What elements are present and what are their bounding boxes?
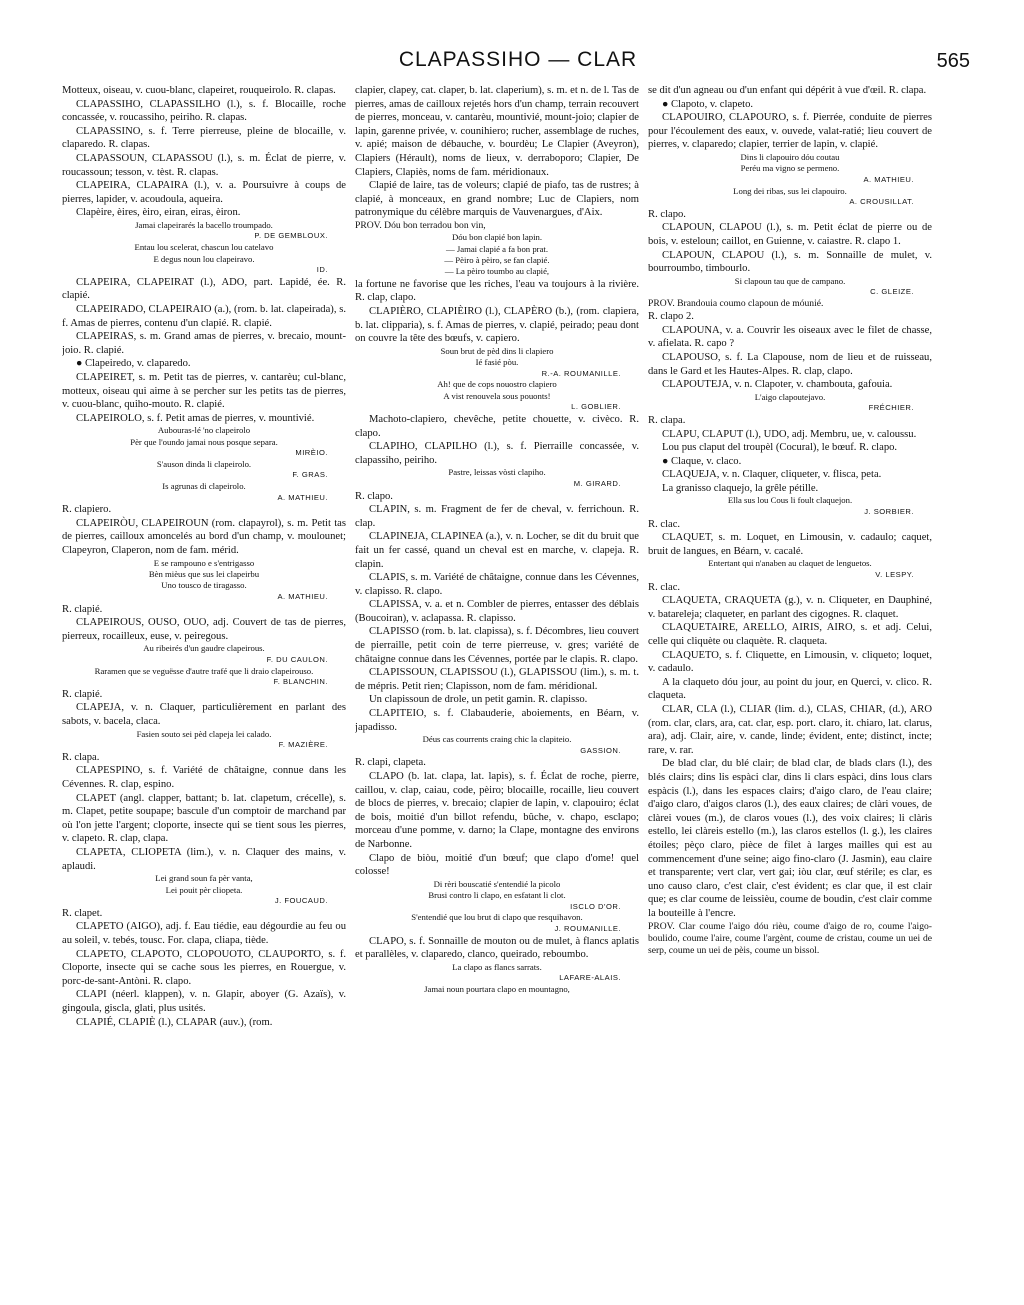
quotation-line: E degus noun lou clapeiravo. <box>153 253 255 264</box>
dictionary-entry: CLAPOUIRO, CLAPOURO, s. f. Pierrée, conduite de pierres pour l'écoulement des eaux, v. ouvede, valat-ratié; lieu couvert de pierres, v. claparedo; clapier, terrier de lapin, v. clapié. <box>648 112 932 151</box>
entry-continuation: clapier, clapey, cat. claper, b. lat. claperium), s. m. et n. de l. Tas de pierres, amas de cailloux rejetés hors d'un champ, terrain recouvert de pierres, monceau, v. cantarèu, mountivié, mount-joio; clapier de lapin, garenne privée, v. counihiero; rucher, assemblage de ruches, v. apié; maison de débauche, v. bourdèu; Le Clapier (Aveyron), Clapiers (Hérault), noms de lieux, v. derraboporo; Clapier, De Clapiers, Clapiès, noms de fam. méridionaux. <box>355 85 639 178</box>
dictionary-entry: CLAPIN, s. m. Fragment de fer de cheval, v. ferrichoun. R. clap. <box>355 504 639 529</box>
dictionary-entry: CLAPOUN, CLAPOU (l.), s. m. Petit éclat de pierre ou de bois, v. esteloun; caillot, en Guienne, v. caiastre. R. clapo 1. <box>648 222 932 247</box>
dictionary-entry: Clapié de laire, tas de voleurs; clapié de piafo, tas de rustres; à clapié, à monceaux, en grand nombre; Luc de Clapiers, nom patronymique du célèbre marquis de Vauvenargues, d'Aix. <box>355 180 639 219</box>
quotation-author: F. MAZIÈRE. <box>278 740 328 750</box>
page-number: 565 <box>936 50 970 72</box>
dictionary-entry: CLAPISSOUN, CLAPISSOU (l.), GLAPISSOU (lim.), s. m. t. de mépris. Petit rien; Clapisson, nom de fam. méridional. <box>355 667 639 692</box>
dictionary-entry: De blad clar, du blé clair; de blad clar, de blads clars (l.), des blés clairs; dins lis espàci clar, dins li clars espàci, dins lous clars espàcis (l.), dans les espaces clairs; d'aigo claro, de l'eau claire; d'aigo claro, d'aigos claros (l.), des eaux claires; de clàri voues, de clàrei voues (m.), de claros voues (l.), des voix claires; li clàris estello, lei clàreis estello (m.), las claros estellos (l. g.), les claires étoiles; pèço claro, pièce de filet à larges mailles qui est au commencement d'une seine; aigo fino-claro (J. Jasmin), eau claire et transparente; vert clar, vert gai; iòu clar, œuf stérile; es clar, es uno causo claro, c'est clair, c'est évident; es clar que, il est clair que; es clar coume de leissièu, coume de boudin, c'est clair comme la bouteille à l'encre. <box>648 758 932 919</box>
quotation-author: L. GOBLIER. <box>571 402 621 412</box>
dictionary-entry: CLAPEIROUS, OUSO, OUO, adj. Couvert de tas de pierres, pierreux, rocailleux, euse, v. peiregous. <box>62 617 346 642</box>
entry-continuation: R. clapa. <box>62 751 100 763</box>
quotation-author: A. MATHIEU. <box>277 492 328 502</box>
dictionary-entry: Un clapissoun de drole, un petit gamin. R. clapisso. <box>369 694 588 706</box>
dictionary-entry: Machoto-clapiero, chevêche, petite chouette, v. civèco. R. clapo. <box>355 413 639 439</box>
quotation-author: F. BLANCHIN. <box>273 677 328 687</box>
dictionary-entry: CLAPI (néerl. klappen), v. n. Glapir, aboyer (G. Azaïs), v. gingoula, giscla, glati, plus usités. <box>62 989 346 1014</box>
quotation-line: Long dei ribas, sus lei clapouiro. <box>733 185 847 196</box>
dictionary-entry: CLAPOUN, CLAPOU (l.), s. m. Sonnaille de mulet, v. bourroumbo, timbourlo. <box>648 249 932 275</box>
dictionary-entry: CLAPINEJA, CLAPINEA (a.), v. n. Locher, se dit du bruit que fait un fer cassé, quand un cheval est en marche, v. clapeja. R. clapin. <box>355 531 639 570</box>
quotation-line: Déus cas courrents craing chic la clapiteio. <box>422 734 572 745</box>
quotation-line: — La pèiro toumbo au clapié, <box>444 266 550 277</box>
dictionary-entry: Clapèire, èires, èiro, eiran, eiras, èiron. <box>76 207 241 219</box>
quotation-line: Ella sus lou Cous li foult claquejon. <box>727 495 853 506</box>
dictionary-entry: CLAPIÈRO, CLAPIÈIRO (l.), CLAPÈRO (b.), (rom. clapiera, b. lat. clipparia), s. f. Amas de pierres, v. clapié, peirado; peau dont on couvre la tête des bœufs, v. capiero. <box>355 305 639 345</box>
dictionary-entry: CLAQUETO, s. f. Cliquette, en Limousin, v. cliqueto; loquet, v. cadaulo. <box>648 649 932 675</box>
quotation-line: Dóu bon clapié bon lapin. <box>452 232 542 243</box>
dictionary-entry: CLAPU, CLAPUT (l.), UDO, adj. Membru, ue, v. caloussu. <box>662 428 917 440</box>
quotation-line: Pèr que l'oundo jamai nous posque separa. <box>130 436 278 447</box>
dictionary-entry: CLAPISSO (rom. b. lat. clapissa), s. f. Décombres, lieu couvert de pierraille, petit coin de terre pierreuse, v. gres; variété de châtaigne connue dans les Cévennes, portée par le clapis. R. clapo. <box>355 626 639 665</box>
dictionary-entry: CLAPOUNA, v. a. Couvrir les oiseaux avec le filet de chasse, v. afielata. R. capo ? <box>648 324 932 350</box>
quotation-author: LAFARE-ALAIS. <box>559 973 621 983</box>
dictionary-entry: A la claqueto dóu jour, au point du jour, en Querci, v. clico. R. claqueta. <box>648 676 932 702</box>
dictionary-entry: CLAPIS, s. m. Variété de châtaigne, connue dans les Cévennes, v. clapisso. R. clapo. <box>355 572 639 597</box>
dictionary-entry: Lou pus claput del troupèl (Cocural), le bœuf. R. clapo. <box>662 442 898 454</box>
quotation-line: Fasien souto sei pèd clapeja lei calado. <box>136 728 272 739</box>
quotation-line: Aubouras-lé 'no clapeirolo <box>157 425 251 436</box>
dictionary-entry: CLAPOUSO, s. f. La Clapouse, nom de lieu et de ruisseau, dans le Gard et les Hautes-Alpes. R. clap, clapo. <box>648 351 932 377</box>
quotation-line: Si clapoun tau que de campano. <box>734 275 846 286</box>
dictionary-entry: ● Claque, v. claco. <box>662 455 742 467</box>
running-title: CLAPASSIHO — CLAR <box>398 48 638 71</box>
entry-continuation: R. clapié. <box>62 603 103 615</box>
quotation-author: GASSION. <box>580 745 621 755</box>
entry-continuation: Motteux, oiseau, v. cuou-blanc, clapeiret, rouqueirolo. R. clapas. <box>62 85 336 96</box>
proverb-line: PROV. Clar coume l'aigo dóu rièu, coume d'aigo de ro, coume l'aigo-boulido, coume l'aire, coume l'argènt, coume de cristau, coume un uei de serp, coume un uei de pèis, coume un bissol. <box>648 920 932 956</box>
quotation-line: Lei pouit pèr cliopeta. <box>165 884 243 895</box>
dictionary-entry: CLAPETA, CLIOPETA (lim.), v. n. Claquer des mains, v. aplaudi. <box>62 847 346 872</box>
quotation-author: V. LESPY. <box>875 569 914 579</box>
quotation-line: — Jamai clapié a fa bon prat. <box>445 243 549 254</box>
entry-continuation: R. clac. <box>648 581 681 593</box>
dictionary-entry: CLAPET (angl. clapper, battant; b. lat. clapetum, crécelle), s. m. Clapet, petite soupape; bascule d'un comptoir de marchand par où l'on jette l'argent; cloporte, insecte qui se tient sous les pierres, v. clapeto. R. clap, clapa. <box>62 792 346 845</box>
dictionary-entry: ● Clapoto, v. clapeto. <box>662 98 754 110</box>
quotation-line: Ah! que de cops nouostro clapiero <box>437 379 557 390</box>
column-middle <box>355 84 639 1254</box>
quotation-author: P. DE GEMBLOUX. <box>254 231 328 241</box>
entry-continuation: R. clapié. <box>62 688 103 700</box>
dictionary-entry: CLAPETO, CLAPOTO, CLOPOUOTO, CLAUPORTO, s. f. Cloporte, insecte qui se cache sous les pierres, en Rouergue, v. porc-de-sant-Antòni. R. clapo. <box>62 948 346 987</box>
dictionary-entry: CLAPIHO, CLAPILHO (l.), s. f. Pierraille concassée, v. clapassiho, peiriho. <box>355 441 639 466</box>
dictionary-entry: ● Clapeiredo, v. claparedo. <box>76 358 191 370</box>
quotation-author: R.-A. ROUMANILLE. <box>541 368 621 378</box>
entry-continuation: R. clapo. <box>355 490 393 502</box>
entry-continuation: R. clapo 2. <box>648 311 694 323</box>
quotation-author: C. GLEIZE. <box>870 287 914 297</box>
dictionary-entry: CLAPEJA, v. n. Claquer, particulièrement en parlant des sabots, v. bacela, claca. <box>62 702 346 728</box>
dictionary-entry: CLAPEIRÒU, CLAPEIROUN (rom. clapayrol), s. m. Petit tas de pierres, cailloux amoncelés au bord d'un champ, v. moulounet; Clapeyron, Claperon, nom de fam. mérid. <box>62 517 346 557</box>
dictionary-entry: CLAPO (b. lat. clapa, lat. lapis), s. f. Éclat de roche, pierre, caillou, v. clap, caiau, code, pèiro; blocaille, rocaille, lieu couvert de blocs de pierres, v. brecaio; clapier de lapin, v. clapouiro; éclat de bois, moitié d'un billot refendu, bûche, v. chapo, esclapo; morceau d'une pomme, v. darno; la Clape, montagne des environs de Narbonne. <box>355 771 639 850</box>
quotation-line: Soun brut de pèd dins li clapiero <box>440 345 554 356</box>
quotation-line: Uno tousco de tiragasso. <box>161 580 247 591</box>
quotation-author: F. DU CAULON. <box>266 654 328 664</box>
dictionary-entry: La granisso claquejo, la grêle pétille. <box>662 482 819 494</box>
quotation-author: ID. <box>316 264 328 274</box>
dictionary-entry: CLAR, CLA (l.), CLIAR (lim. d.), CLAS, CHIAR, (d.), ARO (rom. clar, clars, ara, cat. clar, esp. port. claro, it. chiaro, lat. clarus, ara), adj. Clair, aire, v. cande, linde; évident, ente; distinct, incte; rare, v. rar. <box>648 704 932 756</box>
quotation-line: La clapo as flancs sarrats. <box>452 961 542 972</box>
entry-continuation: se dit d'un agneau ou d'un enfant qui dépérit à vue d'œil. R. clapa. <box>648 85 927 96</box>
quotation-author: A. MATHIEU. <box>863 174 914 184</box>
column-left <box>62 84 346 1254</box>
proverb-line: PROV. Dóu bon terradou bon vin, <box>355 219 486 231</box>
quotation-line: Is agrunas di clapeirolo. <box>162 481 246 492</box>
quotation-author: A. CROUSILLAT. <box>849 196 914 206</box>
dictionary-entry: CLAQUET, s. m. Loquet, en Limousin, v. cadaulo; caquet, bruit de langues, en Béarn, v. cacalé. <box>648 532 932 557</box>
dictionary-entry: CLAPEIRET, s. m. Petit tas de pierres, v. cantarèu; cul-blanc, motteux, oiseau qui aime à se percher sur les petits tas de pierres, v. cuou-blanc, quiho-mouto. R. clapié. <box>62 371 346 411</box>
quotation-line: Ié fasié pòu. <box>475 357 519 368</box>
quotation-author: MIRÈIO. <box>295 448 328 458</box>
quotation-line: Bèn mièus que sus lei clapeirbu <box>148 569 260 580</box>
quotation-line: S'auson dinda li clapeirolo. <box>156 458 252 469</box>
dictionary-entry: CLAQUETAIRE, ARELLO, AIRIS, AIRO, s. et adj. Celui, celle qui cliquète ou claquète. R. claqueta. <box>648 622 932 648</box>
quotation-line: Au ribeirés d'un gaudre clapeirous. <box>143 643 265 654</box>
entry-continuation: R. clapet. <box>62 907 103 919</box>
entry-continuation: R. clac. <box>648 518 681 530</box>
dictionary-entry: CLAPEIROLO, s. f. Petit amas de pierres, v. mountivié. <box>76 412 315 424</box>
dictionary-entry: CLAPITEIO, s. f. Clabauderie, aboiements, en Béarn, v. japadisso. <box>355 708 639 733</box>
quotation-author: A. MATHIEU. <box>277 591 328 601</box>
quotation-author: F. GRAS. <box>292 470 328 480</box>
dictionary-entry: CLAPESPINO, s. f. Variété de châtaigne, connue dans les Cévennes. R. clap, espino. <box>62 765 346 791</box>
dictionary-entry: CLAPASSOUN, CLAPASSOU (l.), s. m. Éclat de pierre, v. roucassoun; tesson, v. tèst. R. clapas. <box>62 152 346 178</box>
dictionary-entry: CLAPOUTEJA, v. n. Clapoter, v. chambouta, gafouia. <box>662 379 893 391</box>
quotation-line: Jamai clapeirarés la bacello troumpado. <box>135 219 273 230</box>
quotation-line: Entertant qui n'anaben au claquet de lenguetos. <box>708 558 872 569</box>
quotation-line: Di rèri bouscatié s'entendié la picolo <box>433 878 561 889</box>
quotation-line: Jamai noun pourtara clapo en mountagno, <box>424 983 570 994</box>
quotation-line: Raramen que se veguësse d'autre trafé que li draio clapeirouso. <box>94 665 314 676</box>
entry-continuation: R. clapo. <box>648 208 686 220</box>
quotation-author: ISCLO D'OR. <box>570 901 621 911</box>
dictionary-entry: CLAPASSINO, s. f. Terre pierreuse, pleine de blocaille, v. claparedo. R. clapas. <box>62 125 346 151</box>
quotation-line: Lei grand soun fa pèr vanta, <box>155 873 253 884</box>
quotation-line: S'entendié que lou brut di clapo que resquihavon. <box>411 912 583 923</box>
dictionary-entry: CLAPEIRA, CLAPAIRA (l.), v. a. Poursuivre à coups de pierres, lapider, v. acoudoula, aqueira. <box>62 180 346 205</box>
quotation-line: Peréu ma vigno se permeno. <box>740 163 840 174</box>
quotation-author: J. SORBIER. <box>864 506 914 516</box>
dictionary-entry: CLAPISSA, v. a. et n. Combler de pierres, entasser des déblais (Boucoiran), v. aclapassa. R. clapisso. <box>355 599 639 624</box>
quotation-line: E se rampouno e s'entrigasso <box>153 557 255 568</box>
quotation-line: A vist renouvela sous pouonts! <box>443 390 551 401</box>
quotation-line: Brusi contro li clapo, en esfatant li clot. <box>428 890 566 901</box>
dictionary-entry: Clapo de biòu, moitié d'un bœuf; que clapo d'ome! quel colosse! <box>355 852 639 878</box>
dictionary-entry: CLAPETO (AIGO), adj. f. Eau tiédie, eau dégourdie au feu ou au soleil, v. tebés, tousc. For. clapa, cliapa, tiède. <box>62 921 346 946</box>
dictionary-entry: CLAQUEJA, v. n. Claquer, cliqueter, v. flisca, peta. <box>662 469 882 481</box>
quotation-line: — Pèiro à pèiro, se fan clapié. <box>444 254 550 265</box>
entry-continuation: la fortune ne favorise que les riches, l'eau va toujours à la rivière. R. clap, clapo. <box>355 278 639 304</box>
quotation-line: Pastre, leissas vòsti clapiho. <box>448 467 546 478</box>
column-right <box>648 84 932 1254</box>
quotation-line: Dins li clapouiro dóu coutau <box>740 151 840 162</box>
entry-continuation: R. clapi, clapeta. <box>355 757 426 769</box>
dictionary-entry: CLAPEIRADO, CLAPEIRAIO (a.), (rom. b. lat. clapeirada), s. f. Amas de pierres, contenu d'un clapié. R. clapié. <box>62 303 346 329</box>
quotation-author: FRÉCHIER. <box>868 403 914 413</box>
entry-continuation: R. clapiero. <box>62 504 112 516</box>
quotation-author: J. FOUCAUD. <box>274 896 328 906</box>
dictionary-entry: CLAPEIRA, CLAPEIRAT (l.), ADO, part. Lapidé, ée. R. clapié. <box>62 276 346 302</box>
dictionary-entry: CLAPASSIHO, CLAPASSILHO (l.), s. f. Blocaille, roche concassée, v. roucassiho, peiriho. R. clapas. <box>62 98 346 124</box>
quotation-line: L'aigo clapoutejavo. <box>754 391 826 402</box>
page-header <box>60 44 976 80</box>
proverb-line: PROV. Brandouia coumo clapoun de móunié. <box>648 297 824 309</box>
dictionary-entry: CLAPEIRAS, s. m. Grand amas de pierres, v. brecaio, mount-joio. R. clapié. <box>62 331 346 356</box>
dictionary-entry: CLAQUETA, CRAQUETA (g.), v. n. Cliqueter, en Dauphiné, v. batareleja; claqueter, en parlant des cigognes. R. claquet. <box>648 595 932 620</box>
dictionary-entry: CLAPIÉ, CLAPIÈ (l.), CLAPAR (auv.), (rom. <box>76 1016 273 1028</box>
dictionary-entry: CLAPO, s. f. Sonnaille de mouton ou de mulet, à flancs aplatis et parallèles, v. claparedo, clanco, queirado, reboumbo. <box>355 935 639 961</box>
entry-continuation: R. clapa. <box>648 414 686 426</box>
quotation-author: J. ROUMANILLE. <box>554 923 621 933</box>
quotation-line: Entau lou scelerat, chascun lou catelavo <box>134 242 274 253</box>
quotation-author: M. GIRARD. <box>573 478 621 488</box>
